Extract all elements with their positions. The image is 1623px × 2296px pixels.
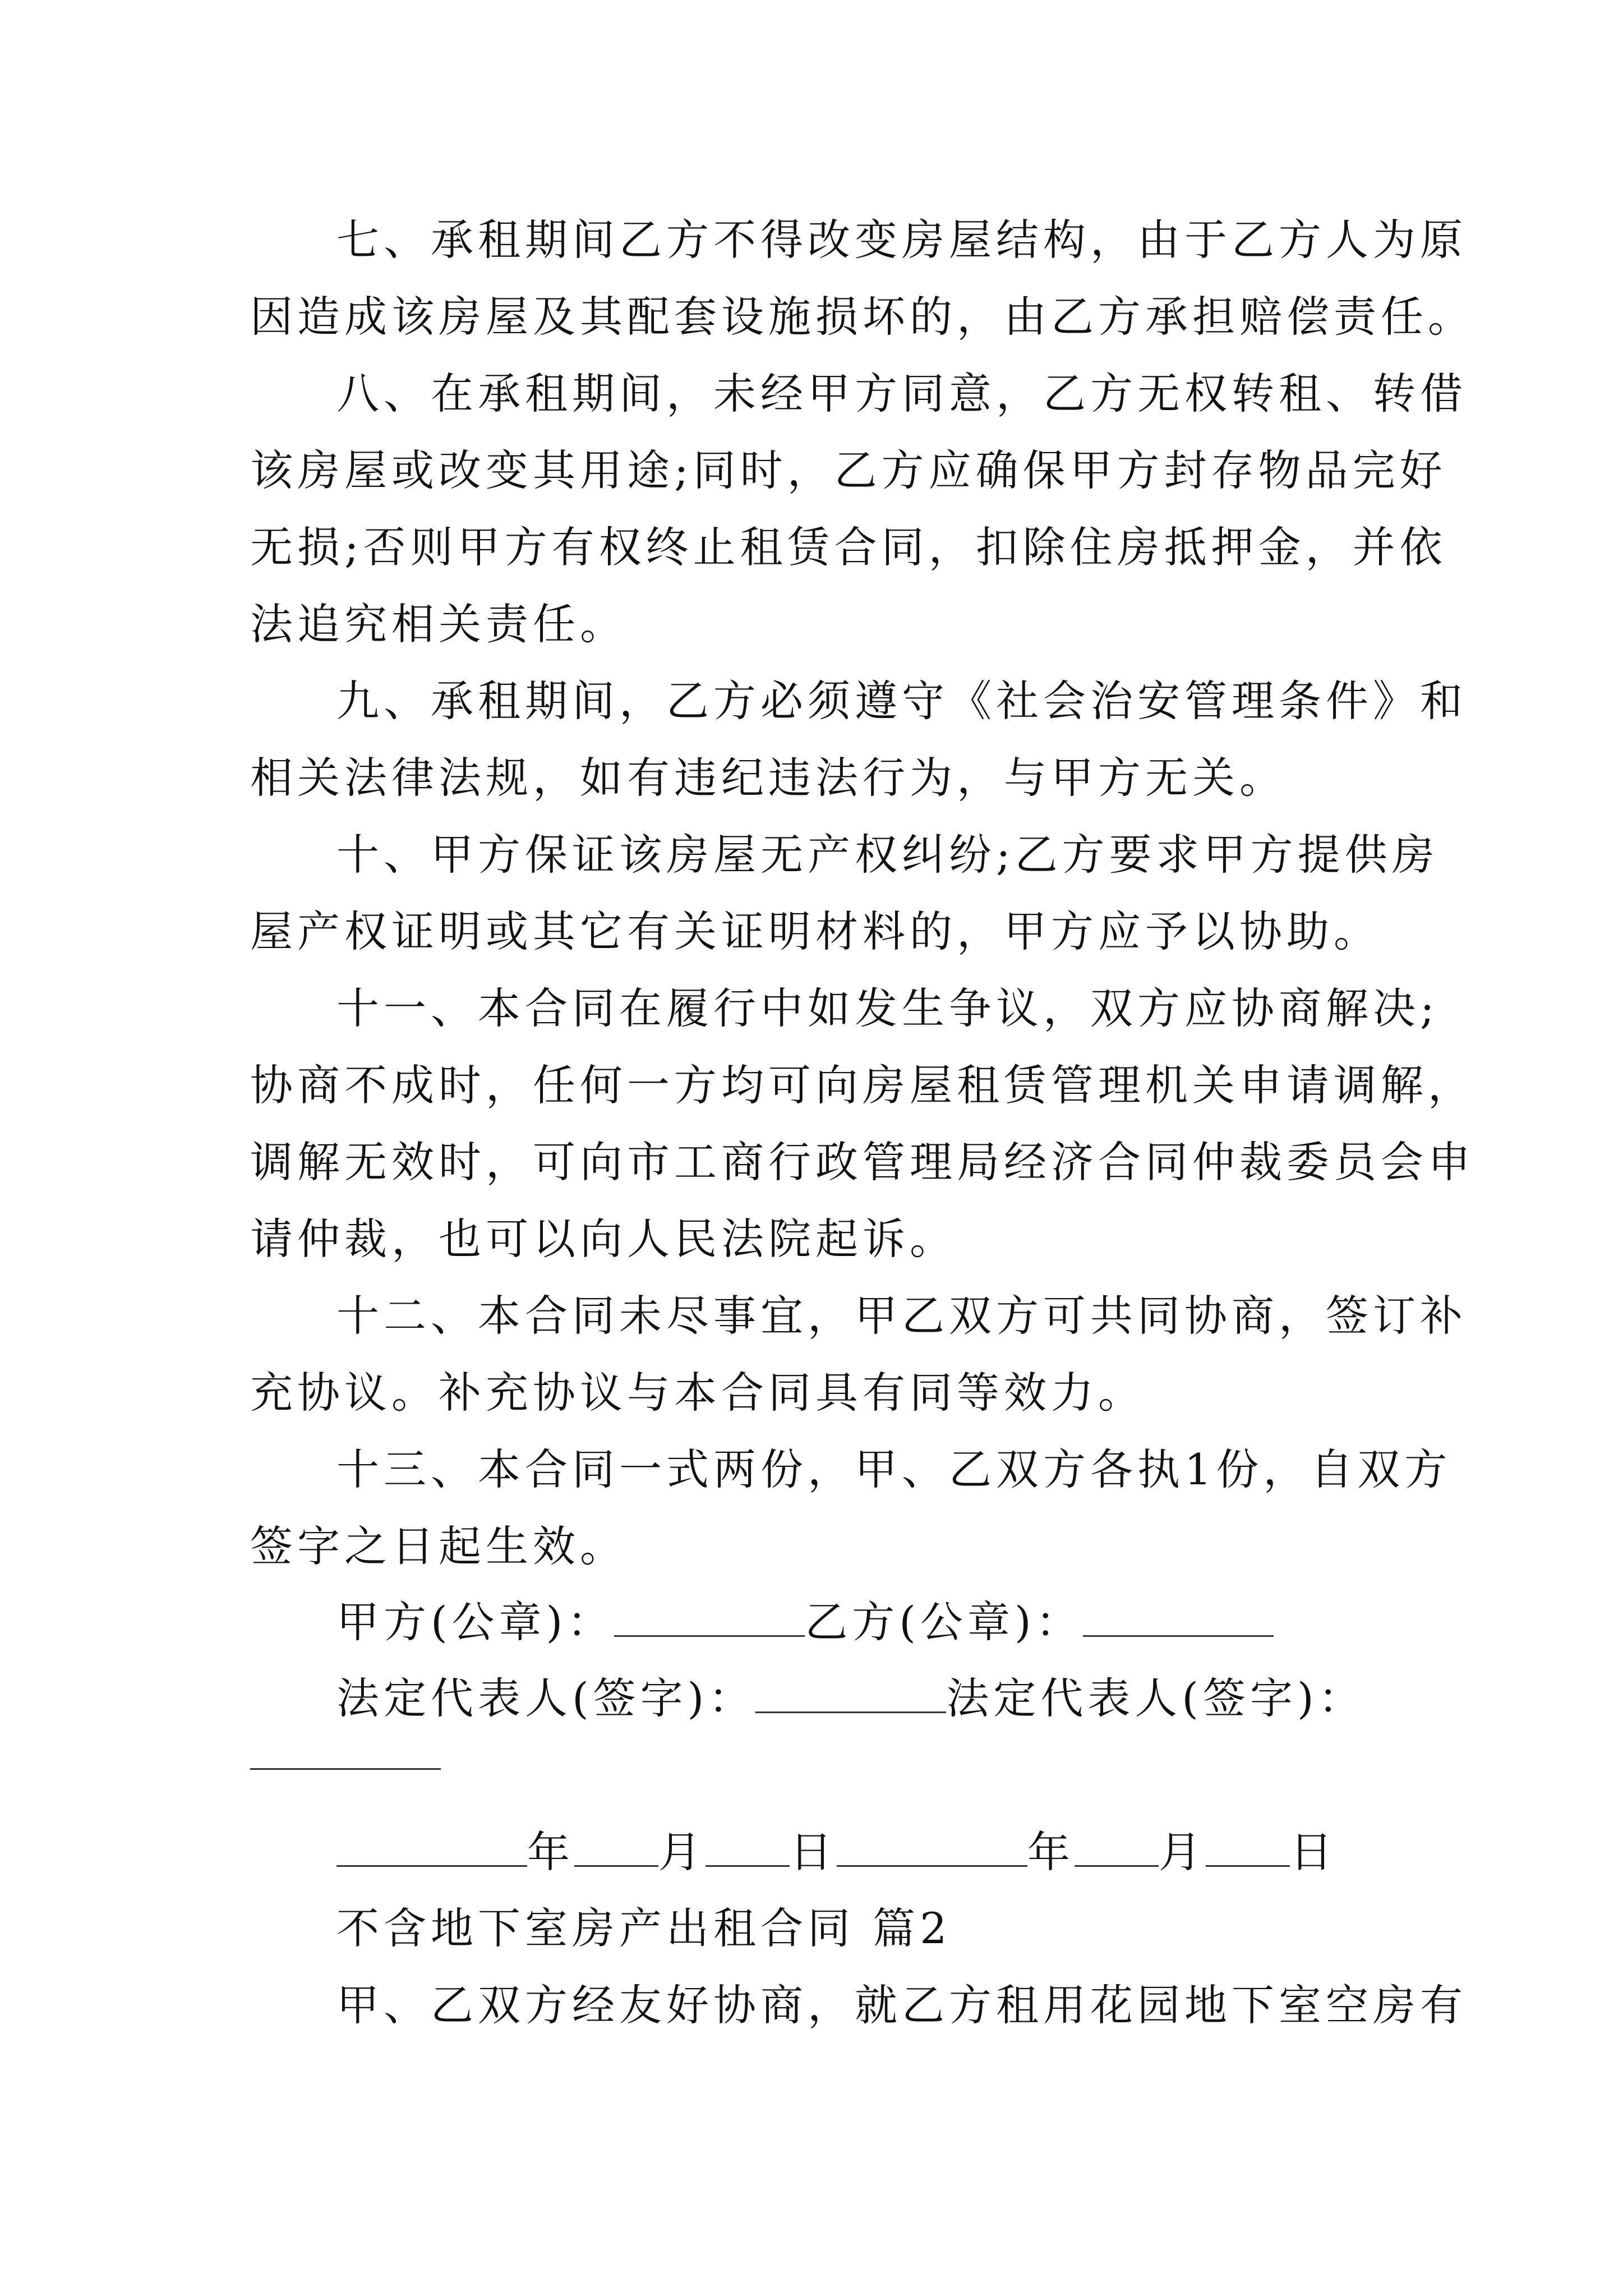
clause-8-line-4: 法追究相关责任。 [250,599,627,649]
date-b-day-blank[interactable] [1206,1828,1290,1867]
section-2-title: 不含地下室房产出租合同 篇2 [336,1903,952,1953]
rep-a-blank[interactable] [755,1674,946,1713]
rep-b-label: 法定代表人(签字)： [946,1673,1366,1723]
party-b-seal-blank[interactable] [1083,1598,1274,1637]
date-a-day-blank[interactable] [706,1828,790,1867]
party-b-seal-label: 乙方(公章)： [805,1597,1083,1647]
rep-a-label: 法定代表人(签字)： [336,1673,756,1723]
date-b-month-blank[interactable] [1075,1828,1159,1867]
clause-12-line-2: 充协议。补充协议与本合同具有同等效力。 [250,1368,1145,1418]
clause-11-line-4: 请仲裁，也可以向人民法院起诉。 [250,1214,957,1264]
section-2-first-line: 甲、乙双方经友好协商，就乙方租用花园地下室空房有 [336,1980,1467,2030]
clause-10-line-2: 屋产权证明或其它有关证明材料的，甲方应予以协助。 [250,907,1381,956]
date-b-year-label: 年 [1027,1827,1075,1877]
clause-11-line-3: 调解无效时，可向市工商行政管理局经济合同仲裁委员会申 [250,1137,1475,1187]
date-a-year-label: 年 [527,1827,574,1877]
clause-12-line-1: 十二、本合同未尽事宜，甲乙双方可共同协商，签订补 [336,1291,1467,1341]
date-row [336,1824,1337,1880]
date-b-year-blank[interactable] [837,1828,1027,1867]
clause-8-line-3: 无损;否则甲方有权终止租赁合同，扣除住房抵押金，并依 [250,522,1447,572]
party-a-seal-label: 甲方(公章)： [336,1597,615,1647]
clause-7-line-1: 七、承租期间乙方不得改变房屋结构，由于乙方人为原 [336,215,1467,265]
party-a-seal-blank[interactable] [614,1598,805,1637]
clause-9-line-1: 九、承租期间，乙方必须遵守《社会治安管理条件》和 [336,676,1467,726]
date-a-day-label: 日 [790,1827,837,1877]
clause-10-line-1: 十、甲方保证该房屋无产权纠纷;乙方要求甲方提供房 [336,830,1439,880]
date-b-month-label: 月 [1159,1827,1206,1877]
date-a-month-blank[interactable] [574,1828,658,1867]
clause-11-line-1: 十一、本合同在履行中如发生争议，双方应协商解决; [336,983,1439,1033]
clause-11-line-2: 协商不成时，任何一方均可向房屋租赁管理机关申请调解， [250,1060,1475,1110]
clause-8-line-2: 该房屋或改变其用途;同时，乙方应确保甲方封存物品完好 [250,445,1447,495]
clause-7-line-2: 因造成该房屋及其配套设施损坏的，由乙方承担赔偿责任。 [250,292,1475,342]
representative-row [336,1671,1366,1727]
rep-b-blank[interactable] [250,1768,441,1770]
date-b-day-label: 日 [1290,1827,1337,1877]
clause-8-line-1: 八、在承租期间，未经甲方同意，乙方无权转租、转借 [336,369,1467,418]
clause-9-line-2: 相关法律法规，如有违纪违法行为，与甲方无关。 [250,753,1287,803]
clause-13-line-2: 签字之日起生效。 [250,1521,627,1571]
clause-13-line-1: 十三、本合同一式两份，甲、乙双方各执1份，自双方 [336,1444,1452,1494]
date-a-year-blank[interactable] [336,1828,527,1867]
seal-row [336,1594,1274,1650]
date-a-month-label: 月 [658,1827,706,1877]
